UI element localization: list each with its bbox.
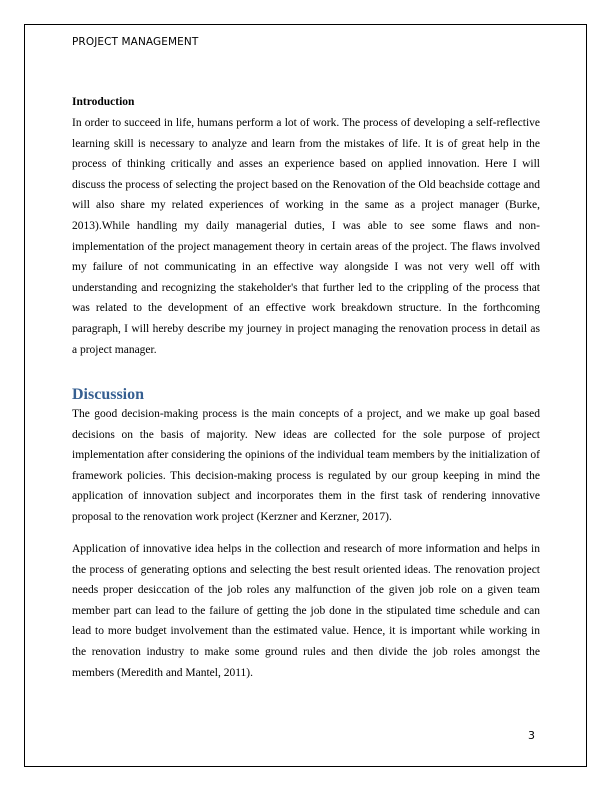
running-header: PROJECT MANAGEMENT (72, 36, 199, 48)
introduction-paragraph: In order to succeed in life, humans perform a lot of work. The process of developing a self-reflective learning skill is necessary to analyze and learn from the mistakes of life. It is of great help in the process of thinking critically and asses an experience based on applied innovation. Here I will discuss the process of selecting the project based on the Renovation of the Old beachside cottage and will also share my related experiences of working in the same as a project manager (Burke, 2013).While handling my daily managerial duties, I was able to see some flaws and non-implementation of the project management theory in certain areas of the project. The flaws involved my failure of not communicating in an effective way alongside I was not very well off with understanding and recognizing the stakeholder's that further led to the crippling of the process that was related to the development of an effective work breakdown structure. In the forthcoming paragraph, I will hereby describe my journey in project managing the renovation process in detail as a project manager. (72, 117, 540, 356)
discussion-paragraph-1: The good decision-making process is the main concepts of a project, and we make up goal based decisions on the basis of majority. New ideas are collected for the sole purpose of project implementation after considering the opinions of the individual team members by the initialization of framework policies. This decision-making process is regulated by our group keeping in mind the application of innovation subject and incorporates them in the first task of rendering innovative proposal to the renovation work project (Kerzner and Kerzner, 2017). (72, 408, 540, 523)
discussion-heading: Discussion (72, 386, 145, 403)
discussion-paragraph-2: Application of innovative idea helps in the collection and research of more information and helps in the process of generating options and selecting the best result oriented ideas. The renovation project needs proper desiccation of the job roles any malfunction of the given job role on a given team member part can lead to the failure of getting the job done in the stipulated time schedule and can lead to more budget involvement than the estimated value. Hence, it is important while working in the renovation industry to make some ground rules and then divide the job roles amongst the members (Meredith and Mantel, 2011). (72, 543, 540, 679)
introduction-heading: Introduction (72, 96, 135, 108)
page-number: 3 (528, 729, 535, 742)
